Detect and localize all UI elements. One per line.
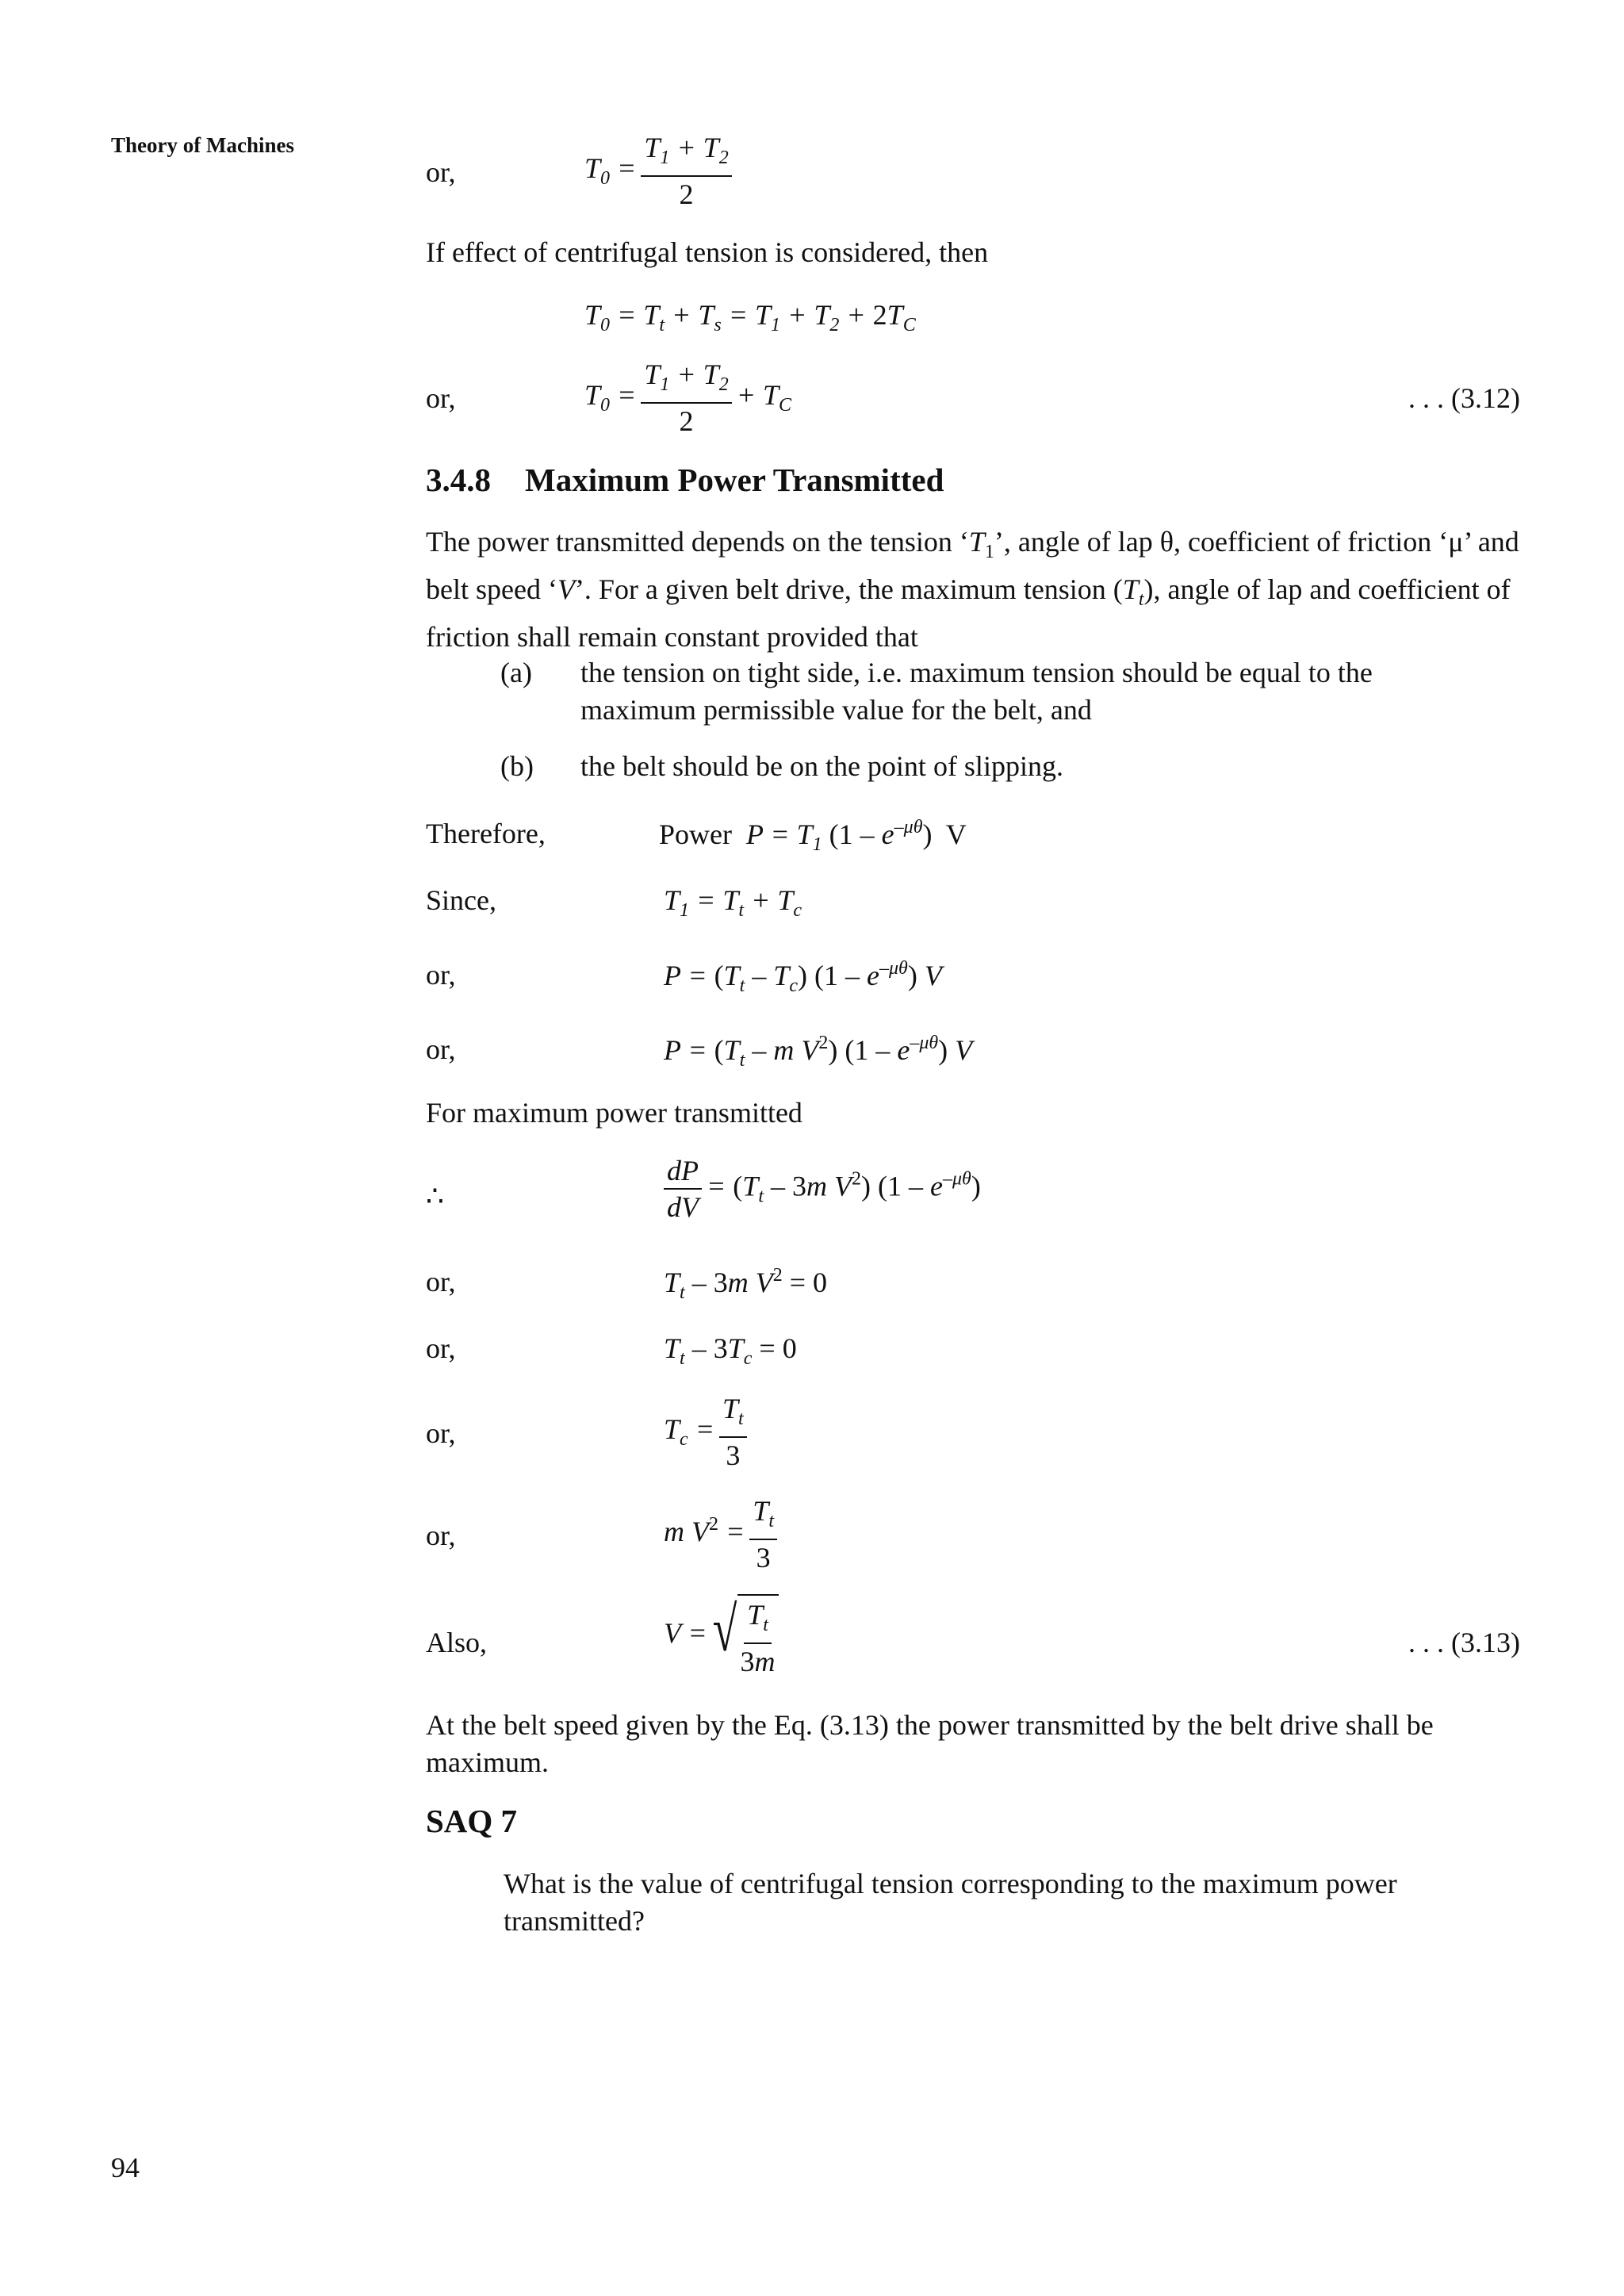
equation-t0-average: $T_0$ = $\frac{T_1 + T_2}{2}$ [584,132,737,210]
equation-label: or, [426,1417,456,1449]
equation-number: . . . (3.12) [1408,382,1520,414]
equation-label: Therefore, [426,818,546,849]
list-item-text: the belt should be on the point of slipping. [580,750,1063,782]
paragraph-max-power: For maximum power transmitted [426,1097,802,1129]
equation-mv2: m $V^2$ = $\frac{T_t}{3}$ [664,1495,782,1573]
section-title: Maximum Power Transmitted [525,462,944,498]
page-number: 94 [111,2152,140,2183]
equation-label: or, [426,959,456,991]
paragraph-centrifugal-intro: If effect of centrifugal tension is considered, then [426,236,989,268]
equation-number: . . . (3.13) [1408,1627,1520,1658]
equation-t0-sum: $T_0 = T_t + T_s = T_1 + T_2 + 2T_C$ [584,299,916,335]
equation-power-speed: $P = (T_t - m$ $V^2$) $(1 - e^{-\mu\theta})$ V [664,1033,973,1071]
equation-label: or, [426,156,456,188]
equation-3-12: $T_0$ = $\frac{T_1 + T_2}{2}$ + $T_C$ [584,358,792,437]
list-item-label: (a) [500,657,532,688]
equation-label: Since, [426,884,496,916]
equation-label: or, [426,1266,456,1297]
equation-zero-speed: $T_t - 3m$ $V^2 = 0$ [664,1265,828,1303]
equation-power-tension: $P = (T_t - T_c)$ $(1 - e^{-\mu\theta})$ V [664,958,942,996]
equation-label: Also, [426,1627,488,1658]
equation-label: or, [426,382,456,414]
section-number: 3.4.8 [426,462,491,498]
section-heading [426,461,944,499]
equation-label: or, [426,1033,456,1065]
equation-derivative: $\frac{dP}{dV}$ = ($T_t - 3m$ $V^2$) $(1 - e^{-\mu\theta})$ [659,1155,981,1223]
running-title: Theory of Machines [111,133,294,157]
equation-label: or, [426,1520,456,1551]
equation-label: or, [426,1332,456,1364]
paragraph-conclusion: At the belt speed given by the Eq. (3.13) the power transmitted by the belt drive shall be maximum. [426,1709,1434,1778]
equation-3-13: V = √ $\frac{T_t}{3m}$ [664,1594,779,1677]
equation-label: ∴ [426,1180,444,1212]
equation-t1: $T_1 = T_t + T_c$ [664,884,802,921]
equation-zero-tension: $T_t - 3T_c = 0$ [664,1332,797,1369]
paragraph-part: ’, angle of lap θ, coefficient of friction ‘μ’ and belt speed ‘ [426,526,1519,605]
paragraph-part: The power transmitted depends on the tension ‘ [426,526,969,558]
equation-tc: $T_c$ = $\frac{T_t}{3}$ [664,1393,752,1471]
paragraph-power-intro: The power transmitted depends on the tension ‘$T_1$’, angle of lap θ, coefficient of friction ‘μ’ and belt speed ‘V’. For a given belt drive, the maximum tension $(T_t)$, angle of lap and coefficient of friction shall remain constant provided that [426,526,1519,653]
saq-title: SAQ 7 [426,1803,518,1839]
saq-question: What is the value of centrifugal tension corresponding to the maximum power transmitted? [504,1868,1397,1937]
paragraph-part: ’. For a given belt drive, the maximum tension ( [574,573,1123,605]
equation-power: Power $P = T_1$ $(1 - e^{-\mu\theta})$ V [659,817,967,855]
paragraph-part: ), angle of lap and coefficient of friction shall remain constant provided that [426,573,1511,653]
list-item-text: the tension on tight side, i.e. maximum tension should be equal to the maximum permissible value for the belt, and [580,657,1373,726]
list-item-label: (b) [500,750,534,782]
power-word: Power [659,818,732,850]
